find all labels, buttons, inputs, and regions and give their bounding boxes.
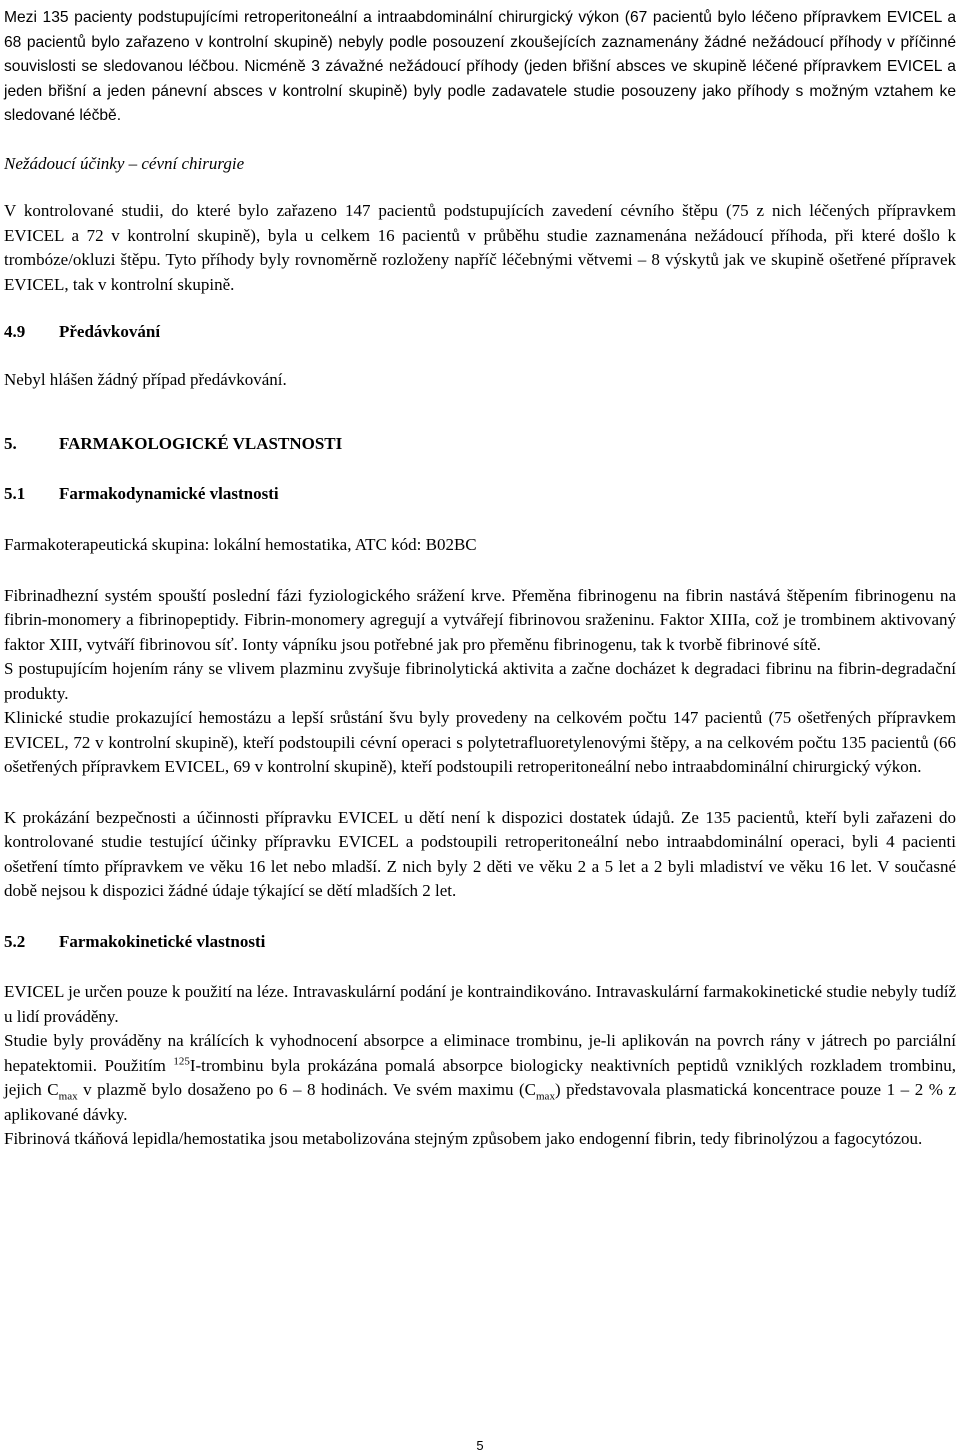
section-title: Farmakodynamické vlastnosti bbox=[59, 483, 279, 503]
paragraph-overdose: Nebyl hlášen žádný případ předávkování. bbox=[4, 369, 287, 389]
subheading-vascular-surgery: Nežádoucí účinky – cévní chirurgie bbox=[4, 153, 245, 173]
section-title: Farmakokinetické vlastnosti bbox=[59, 931, 266, 951]
section-heading-5-1 bbox=[4, 482, 956, 507]
paragraph-metabolism: Fibrinová tkáňová lepidla/hemostatika jsou metabolizována stejným způsobem jako endogenní fibrin, tedy fibrinolýzou a fagocytózou. bbox=[4, 1129, 923, 1148]
paragraph-text: Nicméně 3 závažné nežádoucí příhody (jeden břišní absces ve skupině léčené přípravkem EVICEL a jeden břišní a jeden pánevní absces v kontrolní skupině) byly podle zadavatele studie posouzeny jako příhody s možným vztahem ke sledované léčbě. bbox=[4, 58, 956, 124]
section-number: 5. bbox=[4, 434, 17, 453]
section-heading-5-2 bbox=[4, 930, 956, 955]
section-heading-4-9 bbox=[4, 320, 956, 345]
superscript: 125 bbox=[173, 1054, 190, 1067]
paragraph-vascular-study: V kontrolované studii, do které bylo zařazeno 147 pacientů podstupujících zavedení cévního štěpu (75 z nich léčených přípravkem EVICEL a 72 v kontrolní skupině), byla u celkem 16 pacientů v průběhu studie zaznamenána nežádoucí příhoda, při které došlo k trombóze/okluzi štěpu. Tyto příhody byly rovnoměrně rozloženy napříč léčebnými větvemi – 8 výskytů jak ve skupině ošetřené přípravek EVICEL, tak v kontrolní skupině. bbox=[4, 201, 956, 294]
paragraph-pk-rabbit-study bbox=[4, 1029, 956, 1127]
section-number: 4.9 bbox=[4, 322, 26, 341]
page-number: 5 bbox=[476, 1438, 484, 1453]
section-title: FARMAKOLOGICKÉ VLASTNOSTI bbox=[59, 434, 343, 453]
section-number: 5.1 bbox=[4, 483, 26, 503]
paragraph-clinical-studies: Klinické studie prokazující hemostázu a lepší srůstání švu byly provedeny na celkovém počtu 147 pacientů (75 ošetřených přípravkem EVICEL, 72 v kontrolní skupině), kteří podstoupili cévní operaci s polytetrafluoretylenovými štěpy, a na celkovém počtu 135 pacientů (66 ošetřených přípravkem EVICEL, 69 v kontrolní skupině), kteří podstoupili retroperitoneální nebo intraabdominální chirurgický výkon. bbox=[4, 708, 956, 776]
subscript: max bbox=[58, 1090, 78, 1103]
paragraph-pharmacotherapeutic-group: Farmakoterapeutická skupina: lokální hemostatika, ATC kód: B02BC bbox=[4, 535, 477, 554]
paragraph-surgery-adverse-events bbox=[4, 6, 956, 129]
text-run: ) představovala plasmatická koncentrace pouze 1 – 2 % z aplikované dávky. bbox=[4, 1080, 956, 1124]
section-heading-5 bbox=[4, 432, 956, 457]
text-run: Studie byly prováděny na králících k vyhodnocení absorpce a eliminace trombinu, je-li aplikován na povrch rány v játrech po parciální hepatektomii. Použitím bbox=[4, 1031, 956, 1075]
paragraph-paediatric: K prokázání bezpečnosti a účinnosti přípravku EVICEL u dětí není k dispozici dostatek údajů. Ze 135 pacientů, kteří byli zařazeni do kontrolované studie testující účinky přípravku EVICEL a podstoupili retroperitoneální nebo intraabdominální operaci, byli 4 pacienti ošetření tímto přípravkem ve věku 16 let nebo mladší. Z nich byly 2 děti ve věku 2 a 5 let a 2 byli mladiství ve věku 16 let. V současné době nejsou k dispozici žádné údaje týkající se dětí mladších 2 let. bbox=[4, 807, 956, 900]
text-run: v plazmě bylo dosaženo po 6 – 8 hodinách. Ve svém maximu (C bbox=[83, 1080, 536, 1099]
paragraph-text: Mezi 135 pacienty podstupujícími retroperitoneální a intraabdominální chirurgický výkon (67 pacientů bylo léčeno přípravkem EVICEL a 68 pacientů bylo zařazeno v kontrolní skupině) nebyly podle posouzení zkoušejících zaznamenány žádné nežádoucí příhody v příčinné souvislosti se sledovanou léčbou. bbox=[4, 9, 956, 75]
section-title: Předávkování bbox=[59, 322, 161, 341]
paragraph-fibrinolysis: S postupujícím hojením rány se vlivem plazminu zvyšuje fibrinolytická aktivita a začne docházet k degradaci fibrinu na fibrin-degradační produkty. bbox=[4, 659, 956, 703]
paragraph-pk-intro: EVICEL je určen pouze k použití na léze. Intravaskulární podání je kontraindikováno. Intravaskulární farmakokinetické studie nebyly tudíž u lidí prováděny. bbox=[4, 982, 956, 1026]
section-number: 5.2 bbox=[4, 931, 26, 951]
text-run: I-trombinu byla prokázána pomalá absorpce biologicky neaktivních peptidů vzniklých rozkladem trombinu, jejich C bbox=[4, 1055, 956, 1099]
document-page bbox=[4, 6, 956, 1152]
paragraph-mechanism: Fibrinadhezní systém spouští poslední fázi fyziologického srážení krve. Přeměna fibrinogenu na fibrin nastává štěpením fibrinogenu na fibrin-monomery a fibrinopeptidy. Fibrin-monomery agregují a vytvářejí fibrinovou sraženinu. Faktor XIIIa, což je trombinem aktivovaný faktor XIII, vytváří fibrinovou síť. Ionty vápníku jsou potřebné jak pro přeměnu fibrinogenu, tak k tvorbě fibrinové sítě. bbox=[4, 585, 956, 654]
subscript: max bbox=[536, 1090, 555, 1103]
